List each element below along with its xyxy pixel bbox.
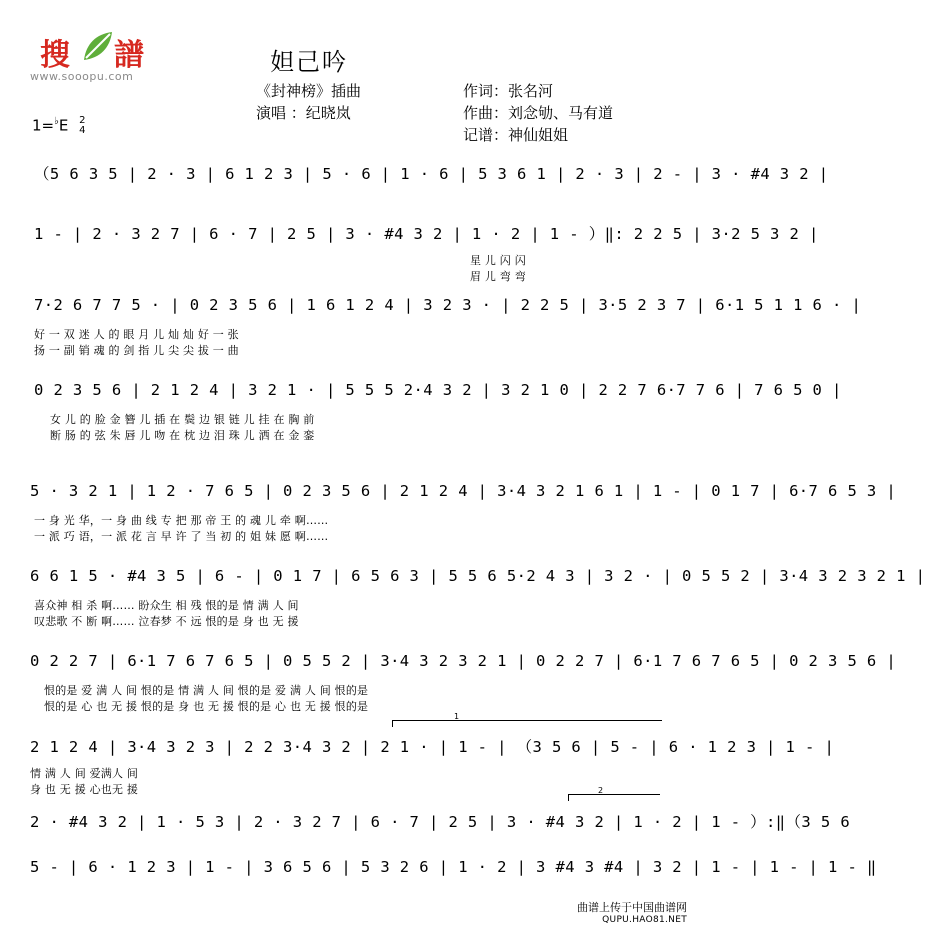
lyric-line-8b: 身 也 无 援 心也无 援 [30,783,139,796]
lyric-line-5b: 一 派 巧 语，一 派 花 言 早 许 了 当 初 的 姐 妹 愿 啊…… [34,530,329,543]
score-line-4: 0 2 3 5 6 | 2 1 2 4 | 3 2 1 · | 5 5 5 2·4 3 2 | 3 2 1 0 | 2 2 7 6·7 7 6 | 7 6 5 0 | [34,381,842,399]
volta-bracket-2 [568,786,660,795]
lyric-line-4a: 女 儿 的 脸 金 簪 儿 插 在 鬓 边 银 链 儿 挂 在 胸 前 [50,413,315,426]
score-line-3: 7·2 6 7 7 5 · | 0 2 3 5 6 | 1 6 1 2 4 | 3 2 3 · | 2 2 5 | 3·5 2 3 7 | 6·1 5 1 1 6 · | [34,296,862,314]
score-line-8: 2 1 2 4 | 3·4 3 2 3 | 2 2 3·4 3 2 | 2 1 · | 1 - | （3 5 6 | 5 - | 6 · 1 2 3 | 1 - | [30,738,835,756]
footer-watermark[interactable] [577,901,687,927]
footer-line-1: 曲谱上传于中国曲谱网 [577,901,687,914]
score-line-5: 5 · 3 2 1 | 1 2 · 7 6 5 | 0 2 3 5 6 | 2 1 2 4 | 3·4 3 2 1 6 1 | 1 - | 0 1 7 | 6·7 6 5 3 | [30,482,897,500]
footer-url: QUPU.HAO81.NET [602,915,687,925]
score-line-6: 6 6 1 5 · #4 3 5 | 6 - | 0 1 7 | 6 5 6 3 | 5 5 6 5·2 4 3 | 3 2 · | 0 5 5 2 | 3·4 3 2 3 2 1 | [30,567,925,585]
score-line-10: 5 - | 6 · 1 2 3 | 1 - | 3 6 5 6 | 5 3 2 6 | 1 · 2 | 3 #4 3 #4 | 3 2 | 1 - | 1 - | 1 - ‖ [30,858,877,876]
logo-url: www.sooopu.com [30,70,134,83]
lyric-line-7b: 恨的是 心 也 无 援 恨的是 身 也 无 援 恨的是 心 也 无 援 恨的是 [44,700,369,713]
singer: 演唱 ：纪晓岚 [256,104,351,122]
lyric-line-7a: 恨的是 爱 满 人 间 恨的是 情 满 人 间 恨的是 爱 满 人 间 恨的是 [44,684,369,697]
score-line-2: 1 - | 2 · 3 2 7 | 6 · 7 | 2 5 | 3 · #4 3 2 | 1 · 2 | 1 - ）‖: 2 2 5 | 3·2 5 3 2 | [34,225,819,243]
lyric-line-6a: 喜众神 相 杀 啊…… 盼众生 相 残 恨的是 情 满 人 间 [34,599,299,612]
lyric-line-2b: 眉 儿 弯 弯 [470,270,526,283]
song-title: 妲己吟 [270,48,348,76]
key-prefix: 1= [32,116,55,135]
leaf-icon [80,30,114,64]
site-logo[interactable] [28,28,158,88]
time-denominator: 4 [79,125,86,136]
key-signature [32,116,85,136]
composer: 作曲：刘念劬、马有道 [463,104,614,122]
lyric-line-4b: 断 肠 的 弦 朱 唇 儿 吻 在 枕 边 泪 珠 儿 洒 在 金 銮 [50,429,315,442]
volta-bracket-1 [392,712,662,721]
logo-text-right: 譜 [114,38,144,73]
transcriber: 记谱：神仙姐姐 [463,126,569,144]
volta-number-1: 1 [454,712,460,721]
flat-sign: ♭ [54,115,59,127]
lyric-line-5a: 一 身 光 华，一 身 曲 线 专 把 那 帝 王 的 魂 儿 牵 啊…… [34,514,329,527]
lyric-line-6b: 叹悲歌 不 断 啊…… 泣春梦 不 远 恨的是 身 也 无 援 [34,615,299,628]
lyric-line-2a: 星 儿 闪 闪 [470,254,526,267]
logo-text-left: 搜 [40,38,70,73]
score-line-7: 0 2 2 7 | 6·1 7 6 7 6 5 | 0 5 5 2 | 3·4 3 2 3 2 1 | 0 2 2 7 | 6·1 7 6 7 6 5 | 0 2 3 5 6 | [30,652,897,670]
lyricist: 作词：张名河 [463,82,554,100]
time-numerator: 2 [79,115,86,126]
key-note: E [58,116,69,135]
lyric-line-3b: 扬 一 副 销 魂 的 剑 指 儿 尖 尖 拔 一 曲 [34,344,239,357]
score-line-1: （5 6 3 5 | 2 · 3 | 6 1 2 3 | 5 · 6 | 1 · 6 | 5 3 6 1 | 2 · 3 | 2 - | 3 · #4 3 2 | [34,165,829,183]
volta-number-2: 2 [598,786,604,795]
subtitle: 《封神榜》插曲 [256,82,362,100]
time-signature [79,116,85,136]
lyric-line-3a: 好 一 双 迷 人 的 眼 月 儿 灿 灿 好 一 张 [34,328,239,341]
lyric-line-8a: 情 满 人 间 爱满人 间 [30,767,139,780]
score-line-9: 2 · #4 3 2 | 1 · 5 3 | 2 · 3 2 7 | 6 · 7 | 2 5 | 3 · #4 3 2 | 1 · 2 | 1 - ）:‖（3 5 6 [30,813,851,831]
